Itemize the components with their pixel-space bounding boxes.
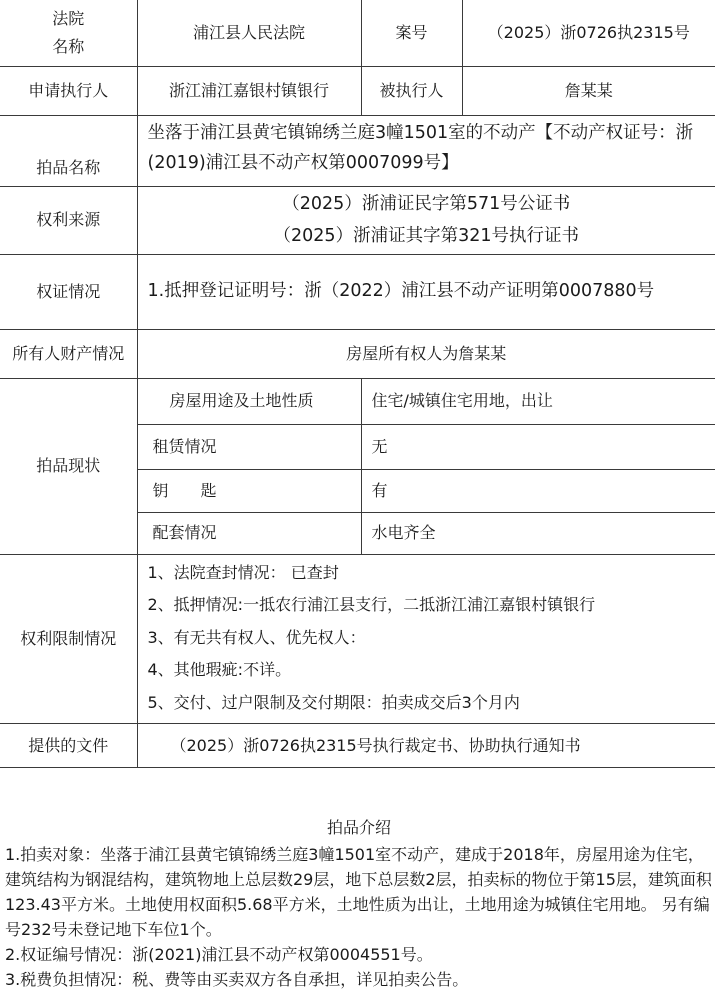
intro-paragraph: 1.拍卖对象：坐落于浦江县黄宅镇锦绣兰庭3幢1501室不动产，建成于2018年，房屋用途为住宅，建筑结构为钢混结构，建筑物地上总层数29层，地下总层数2层，拍卖标的物位于第15层，建筑面积123.43平方米。土地使用权面积5.68平方米，土地性质为出让，土地用途为城镇住宅用地。 另有编号232号未登记地下车位1个。 [5,842,713,942]
row-source [0,186,715,254]
item-value: 坐落于浦江县黄宅镇锦绣兰庭3幢1501室的不动产【不动产权证号：浙(2019)浦江县不动产权第0007099号】 [137,115,715,186]
docs-value: （2025）浙0726执2315号执行裁定书、协助执行通知书 [137,724,715,768]
applicant-value: 浙江浦江嘉银村镇银行 [137,66,361,115]
intro-paragraph: 2.权证编号情况：浙(2021)浦江县不动产权第0004551号。 [5,942,713,967]
status-usage-label: 房屋用途及土地性质 [137,378,361,424]
restrict-item: 1、法院查封情况： 已查封 [148,557,715,590]
row-owner [0,329,715,378]
cert-value: 1.抵押登记证明号：浙（2022）浦江县不动产证明第0007880号 [137,254,715,329]
row-court [0,0,715,66]
restrict-item: 5、交付、过户限制及交付期限：拍卖成交后3个月内 [148,687,715,720]
case-value: （2025）浙0726执2315号 [462,0,715,66]
docs-label: 提供的文件 [0,724,137,768]
row-restrict [0,554,715,724]
row-cert [0,254,715,329]
respondent-label: 被执行人 [361,66,462,115]
row-parties [0,66,715,115]
applicant-label: 申请执行人 [0,66,137,115]
restrict-item: 4、其他瑕疵:不详。 [148,654,715,687]
status-key-label: 钥 匙 [137,469,361,512]
cert-label: 权证情况 [0,254,137,329]
court-label [0,0,137,66]
row-docs [0,724,715,768]
source-line1: （2025）浙浦证民字第571号公证书 [138,188,715,220]
row-status-usage [0,378,715,424]
case-label: 案号 [361,0,462,66]
court-value: 浦江县人民法院 [137,0,361,66]
intro-paragraph: 3.税费负担情况：税、费等由买卖双方各自承担，详见拍卖公告。 [5,967,713,992]
restrict-item: 3、有无共有权人、优先权人： [148,622,715,655]
row-item [0,115,715,186]
respondent-value: 詹某某 [462,66,715,115]
court-label-line2: 名称 [0,33,137,61]
source-label: 权利来源 [0,186,137,254]
restrict-item: 2、抵押情况:一抵农行浦江县支行，二抵浙江浦江嘉银村镇银行 [148,589,715,622]
owner-value: 房屋所有权人为詹某某 [137,329,715,378]
restrict-label: 权利限制情况 [0,554,137,724]
restrict-list [137,554,715,724]
status-lease-label: 租赁情况 [137,424,361,469]
status-facilities-label: 配套情况 [137,512,361,554]
status-label: 拍品现状 [0,378,137,554]
source-value [137,186,715,254]
owner-label: 所有人财产情况 [0,329,137,378]
item-label: 拍品名称 [0,115,137,186]
status-usage-value: 住宅/城镇住宅用地，出让 [361,378,715,424]
item-introduction [5,814,713,992]
court-label-line1: 法院 [0,5,137,33]
status-facilities-value: 水电齐全 [361,512,715,554]
status-lease-value: 无 [361,424,715,469]
status-key-value: 有 [361,469,715,512]
source-line2: （2025）浙浦证其字第321号执行证书 [138,220,715,252]
intro-title: 拍品介绍 [5,814,713,842]
